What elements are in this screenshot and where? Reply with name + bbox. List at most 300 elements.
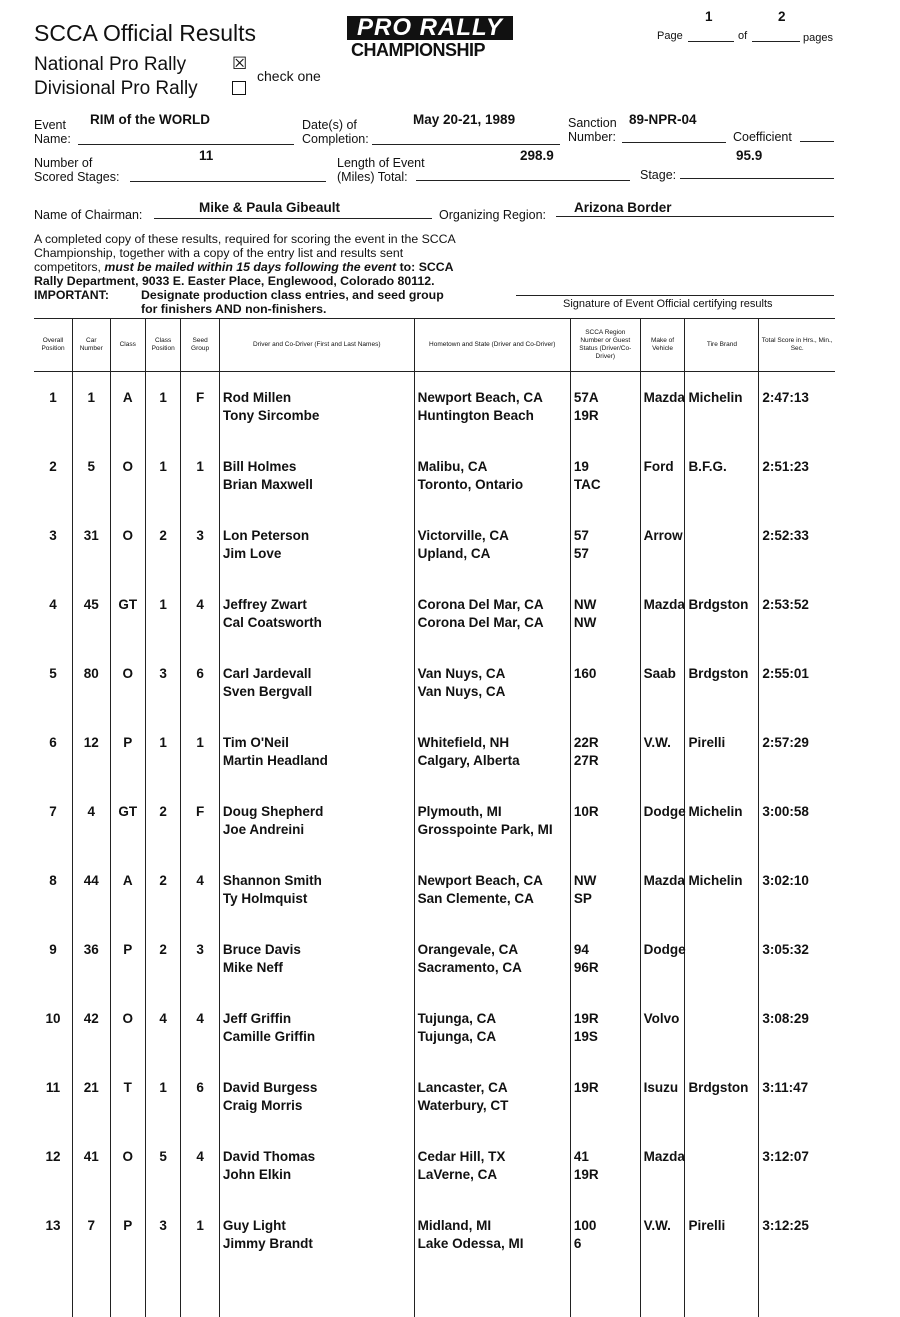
tire-brand xyxy=(685,510,759,579)
total-score xyxy=(759,1200,835,1269)
total-score-value: 3:02:10 xyxy=(762,873,809,888)
length-value: 298.9 xyxy=(520,148,554,163)
total-score-value: 3:08:29 xyxy=(762,1011,809,1026)
vehicle-make-value: Mazda xyxy=(643,873,685,888)
car-number-value: 45 xyxy=(83,597,99,612)
vehicle-make-value: Volvo xyxy=(643,1011,680,1026)
region-numbers-line: 41 xyxy=(573,1149,589,1164)
region-numbers xyxy=(570,786,640,855)
tire-brand xyxy=(685,717,759,786)
vehicle-make xyxy=(640,441,685,510)
car-number-value: 4 xyxy=(87,804,96,819)
driver-names-line: Joe Andreini xyxy=(222,822,305,837)
driver-names-line: Jim Love xyxy=(222,546,282,561)
overall-position xyxy=(34,924,73,993)
overall-position xyxy=(34,579,73,648)
col-overall-position: Overall Position xyxy=(34,319,73,372)
vehicle-make xyxy=(640,1131,685,1200)
organizing-region-value: Arizona Border xyxy=(574,200,672,215)
table-row xyxy=(34,924,835,993)
vehicle-make-value: V.W. xyxy=(643,735,671,750)
driver-names-line: Camille Griffin xyxy=(222,1029,316,1044)
vehicle-make-value: Isuzu xyxy=(643,1080,679,1095)
overall-position-value: 1 xyxy=(49,390,57,405)
hometowns-line: Toronto, Ontario xyxy=(417,477,524,492)
class-position-value: 3 xyxy=(159,666,167,681)
page-number: 1 xyxy=(705,9,713,24)
driver-names xyxy=(219,786,414,855)
blank-cell xyxy=(759,1269,835,1317)
page-label: Page xyxy=(657,30,683,42)
total-score xyxy=(759,441,835,510)
col-hometown: Hometown and State (Driver and Co-Driver) xyxy=(414,319,570,372)
region-numbers xyxy=(570,1200,640,1269)
car-number xyxy=(73,372,110,442)
vehicle-make xyxy=(640,993,685,1062)
notice-line-1: A completed copy of these results, required for scoring the event in the SCCA xyxy=(34,232,456,246)
coefficient-value: 95.9 xyxy=(736,148,763,163)
blank-cell xyxy=(640,1269,685,1317)
region-numbers-line: 19R xyxy=(573,1011,599,1026)
tire-brand-value: Brdgston xyxy=(688,597,749,612)
class-position xyxy=(145,441,180,510)
class-position xyxy=(145,1062,180,1131)
form-title: SCCA Official Results xyxy=(34,20,256,46)
region-numbers xyxy=(570,993,640,1062)
tire-brand xyxy=(685,372,759,442)
logo-pro-rally: PRO RALLY xyxy=(347,16,513,40)
hometowns-line: Midland, MI xyxy=(417,1218,492,1233)
region-numbers xyxy=(570,855,640,924)
driver-names xyxy=(219,648,414,717)
car-number-value: 7 xyxy=(87,1218,96,1233)
driver-names-line: John Elkin xyxy=(222,1167,292,1182)
hometowns xyxy=(414,717,570,786)
driver-names xyxy=(219,1062,414,1131)
coefficient-label: Coefficient xyxy=(733,130,792,144)
hometowns-line: Tujunga, CA xyxy=(417,1011,497,1026)
class-position-value: 2 xyxy=(159,804,167,819)
hometowns-line: Lake Odessa, MI xyxy=(417,1236,524,1251)
seed-group-value: 6 xyxy=(196,1080,204,1095)
scored-stages-label: Number of Scored Stages: xyxy=(34,156,120,184)
class xyxy=(110,924,145,993)
car-number-value: 44 xyxy=(83,873,99,888)
chairman-label: Name of Chairman: xyxy=(34,208,143,222)
driver-names-line: Ty Holmquist xyxy=(222,891,308,906)
overall-position-value: 3 xyxy=(49,528,57,543)
car-number xyxy=(73,924,110,993)
region-numbers-line: 19S xyxy=(573,1029,598,1044)
region-numbers-line: 160 xyxy=(573,666,597,681)
region-numbers-line: 19R xyxy=(573,1167,599,1182)
col-driver: Driver and Co-Driver (First and Last Names) xyxy=(219,319,414,372)
seed-group-value: 3 xyxy=(196,942,204,957)
hometowns-line: Orangevale, CA xyxy=(417,942,519,957)
overall-position xyxy=(34,993,73,1062)
table-row xyxy=(34,1200,835,1269)
tire-brand-value: Pirelli xyxy=(688,735,726,750)
tire-brand xyxy=(685,993,759,1062)
overall-position-value: 5 xyxy=(49,666,57,681)
table-row xyxy=(34,510,835,579)
class-value: O xyxy=(122,1011,133,1026)
seed-group-value: F xyxy=(195,804,205,819)
region-numbers-line: 19R xyxy=(573,408,599,423)
region-numbers-line: 96R xyxy=(573,960,599,975)
car-number-value: 31 xyxy=(83,528,99,543)
car-number-value: 5 xyxy=(87,459,96,474)
table-row xyxy=(34,1131,835,1200)
total-score xyxy=(759,786,835,855)
car-number xyxy=(73,441,110,510)
class xyxy=(110,717,145,786)
total-pages: 2 xyxy=(778,9,786,24)
class xyxy=(110,855,145,924)
of-label: of xyxy=(738,30,748,42)
region-numbers-line: 19R xyxy=(573,1080,599,1095)
organizing-region-label: Organizing Region: xyxy=(439,208,547,222)
blank-cell xyxy=(34,1269,73,1317)
hometowns xyxy=(414,441,570,510)
total-score-value: 3:12:25 xyxy=(762,1218,809,1233)
class-value: O xyxy=(122,666,133,681)
driver-names-line: Bruce Davis xyxy=(222,942,301,957)
class-value: P xyxy=(123,735,133,750)
scored-stages-value: 11 xyxy=(199,148,214,163)
region-numbers xyxy=(570,372,640,442)
class xyxy=(110,441,145,510)
overall-position xyxy=(34,1131,73,1200)
hometowns xyxy=(414,579,570,648)
dates-label: Date(s) of Completion: xyxy=(302,118,369,146)
national-checkbox[interactable]: ☒ xyxy=(232,54,248,73)
signature-label: Signature of Event Official certifying results xyxy=(563,298,773,310)
seed-group-value: 1 xyxy=(196,459,204,474)
hometowns-line: Calgary, Alberta xyxy=(417,753,520,768)
class xyxy=(110,372,145,442)
car-number-value: 36 xyxy=(83,942,99,957)
total-score xyxy=(759,1062,835,1131)
class-value: P xyxy=(123,1218,133,1233)
seed-group-value: 1 xyxy=(196,735,204,750)
seed-group xyxy=(181,441,220,510)
event-name-value: RIM of the WORLD xyxy=(90,112,210,127)
hometowns xyxy=(414,855,570,924)
class-position xyxy=(145,510,180,579)
hometowns-line: Lancaster, CA xyxy=(417,1080,508,1095)
blank-cell xyxy=(685,1269,759,1317)
pro-rally-logo xyxy=(347,16,529,66)
blank-cell xyxy=(219,1269,414,1317)
car-number-value: 80 xyxy=(83,666,99,681)
driver-names xyxy=(219,993,414,1062)
tire-brand-value: Michelin xyxy=(688,873,743,888)
overall-position xyxy=(34,786,73,855)
driver-names-line: Craig Morris xyxy=(222,1098,303,1113)
col-class: Class xyxy=(110,319,145,372)
class xyxy=(110,993,145,1062)
car-number xyxy=(73,1200,110,1269)
total-score-value: 3:11:47 xyxy=(762,1080,809,1095)
class xyxy=(110,579,145,648)
driver-names-line: Tim O'Neil xyxy=(222,735,289,750)
seed-group-value: 4 xyxy=(196,1149,204,1164)
total-score-value: 2:51:23 xyxy=(762,459,809,474)
vehicle-make xyxy=(640,1062,685,1131)
region-numbers xyxy=(570,510,640,579)
class-position xyxy=(145,372,180,442)
class xyxy=(110,1062,145,1131)
seed-group xyxy=(181,993,220,1062)
notice-line-2: Championship, together with a copy of the entry list and results sent xyxy=(34,246,404,260)
overall-position-value: 2 xyxy=(49,459,57,474)
hometowns-line: Sacramento, CA xyxy=(417,960,522,975)
hometowns-line: Cedar Hill, TX xyxy=(417,1149,506,1164)
region-numbers-line: NW xyxy=(573,615,597,630)
seed-group-value: 4 xyxy=(196,873,204,888)
class-position xyxy=(145,1131,180,1200)
driver-names-line: Brian Maxwell xyxy=(222,477,313,492)
tire-brand-value: Michelin xyxy=(688,804,743,819)
overall-position xyxy=(34,648,73,717)
class-position xyxy=(145,579,180,648)
col-make: Make of Vehicle xyxy=(640,319,685,372)
vehicle-make-value: V.W. xyxy=(643,1218,671,1233)
vehicle-make-value: Dodge xyxy=(643,942,686,957)
class-position xyxy=(145,717,180,786)
region-numbers-line: 27R xyxy=(573,753,599,768)
class-position xyxy=(145,993,180,1062)
overall-position-value: 6 xyxy=(49,735,57,750)
overall-position xyxy=(34,1062,73,1131)
hometowns-line: Victorville, CA xyxy=(417,528,509,543)
vehicle-make-value: Ford xyxy=(643,459,674,474)
vehicle-make-value: Mazda xyxy=(643,390,685,405)
seed-group xyxy=(181,717,220,786)
hometowns-line: Whitefield, NH xyxy=(417,735,510,750)
seed-group-value: 4 xyxy=(196,597,204,612)
driver-names xyxy=(219,510,414,579)
overall-position xyxy=(34,717,73,786)
stage-label: Stage: xyxy=(640,168,677,182)
car-number xyxy=(73,855,110,924)
blank-cell xyxy=(414,1269,570,1317)
hometowns-line: Corona Del Mar, CA xyxy=(417,597,544,612)
region-numbers xyxy=(570,1131,640,1200)
driver-names-line: Bill Holmes xyxy=(222,459,297,474)
col-region: SCCA Region Number or Guest Status (Driver/Co-Driver) xyxy=(570,319,640,372)
dates-value: May 20-21, 1989 xyxy=(413,112,516,127)
seed-group xyxy=(181,579,220,648)
seed-group-value: F xyxy=(195,390,205,405)
tire-brand-value: Pirelli xyxy=(688,1218,726,1233)
pages-label: pages xyxy=(803,32,833,44)
tire-brand xyxy=(685,648,759,717)
hometowns-line: Van Nuys, CA xyxy=(417,666,506,681)
driver-names-line: Jeffrey Zwart xyxy=(222,597,307,612)
class-position-value: 2 xyxy=(159,528,167,543)
driver-names-line: David Burgess xyxy=(222,1080,318,1095)
class-position-value: 2 xyxy=(159,942,167,957)
total-score xyxy=(759,717,835,786)
driver-names-line: Rod Millen xyxy=(222,390,292,405)
car-number-value: 42 xyxy=(83,1011,99,1026)
vehicle-make xyxy=(640,510,685,579)
region-numbers-line: NW xyxy=(573,597,597,612)
region-numbers xyxy=(570,1062,640,1131)
total-score xyxy=(759,924,835,993)
hometowns-line: Plymouth, MI xyxy=(417,804,502,819)
class xyxy=(110,786,145,855)
car-number xyxy=(73,717,110,786)
hometowns-line: San Clemente, CA xyxy=(417,891,534,906)
class xyxy=(110,510,145,579)
vehicle-make-value: Mazda xyxy=(643,597,685,612)
submission-notice xyxy=(34,232,484,316)
overall-position xyxy=(34,1200,73,1269)
hometowns xyxy=(414,648,570,717)
driver-names-line: Jimmy Brandt xyxy=(222,1236,313,1251)
overall-position-value: 8 xyxy=(49,873,57,888)
vehicle-make xyxy=(640,648,685,717)
class-position-value: 2 xyxy=(159,873,167,888)
notice-important-2: for finishers AND non-finishers. xyxy=(141,302,327,316)
driver-names-line: Mike Neff xyxy=(222,960,283,975)
driver-names-line: Lon Peterson xyxy=(222,528,310,543)
tire-brand-value: B.F.G. xyxy=(688,459,727,474)
region-numbers-line: 22R xyxy=(573,735,599,750)
class-position xyxy=(145,1200,180,1269)
overall-position xyxy=(34,372,73,442)
region-numbers-line: 57 xyxy=(573,546,589,561)
car-number-value: 41 xyxy=(83,1149,99,1164)
seed-group xyxy=(181,510,220,579)
total-score-value: 3:05:32 xyxy=(762,942,809,957)
car-number xyxy=(73,1131,110,1200)
length-label: Length of Event (Miles) Total: xyxy=(337,156,425,184)
table-row xyxy=(34,1062,835,1131)
hometowns-line: Tujunga, CA xyxy=(417,1029,497,1044)
total-score-value: 2:55:01 xyxy=(762,666,809,681)
car-number xyxy=(73,579,110,648)
class-value: A xyxy=(122,390,133,405)
table-row xyxy=(34,855,835,924)
seed-group xyxy=(181,372,220,442)
class-position xyxy=(145,924,180,993)
region-numbers-line: SP xyxy=(573,891,592,906)
class xyxy=(110,648,145,717)
table-row xyxy=(34,648,835,717)
hometowns-line: Newport Beach, CA xyxy=(417,390,543,405)
table-row xyxy=(34,441,835,510)
seed-group xyxy=(181,786,220,855)
col-class-position: Class Position xyxy=(145,319,180,372)
table-row xyxy=(34,579,835,648)
hometowns xyxy=(414,1062,570,1131)
region-numbers-line xyxy=(574,1097,637,1115)
hometowns xyxy=(414,786,570,855)
tire-brand xyxy=(685,1131,759,1200)
class-value: O xyxy=(122,459,133,474)
seed-group xyxy=(181,924,220,993)
overall-position-value: 10 xyxy=(45,1011,61,1026)
tire-brand-value: Brdgston xyxy=(688,1080,749,1095)
vehicle-make-value: Arrow xyxy=(643,528,683,543)
driver-names-line: Jeff Griffin xyxy=(222,1011,292,1026)
chairman-value: Mike & Paula Gibeault xyxy=(199,200,341,215)
vehicle-make xyxy=(640,855,685,924)
overall-position-value: 13 xyxy=(45,1218,61,1233)
driver-names xyxy=(219,441,414,510)
class-value: GT xyxy=(118,804,138,819)
overall-position-value: 12 xyxy=(45,1149,61,1164)
region-numbers-line: 57A xyxy=(573,390,599,405)
tire-brand xyxy=(685,1062,759,1131)
hometowns xyxy=(414,1200,570,1269)
vehicle-make xyxy=(640,786,685,855)
tire-brand-value: Michelin xyxy=(688,390,743,405)
overall-position-value: 7 xyxy=(49,804,57,819)
table-row xyxy=(34,717,835,786)
sanction-value: 89-NPR-04 xyxy=(629,112,697,127)
total-score-value: 3:12:07 xyxy=(762,1149,809,1164)
vehicle-make-value: Saab xyxy=(643,666,676,681)
car-number xyxy=(73,510,110,579)
national-pro-rally-label: National Pro Rally xyxy=(34,54,187,75)
car-number xyxy=(73,648,110,717)
tire-brand-value: Brdgston xyxy=(688,666,749,681)
notice-important: IMPORTANT: Designate production class entries, and seed group xyxy=(34,288,444,302)
event-name-label: Event Name: xyxy=(34,118,71,146)
region-numbers xyxy=(570,579,640,648)
sanction-label: Sanction Number: xyxy=(568,116,617,144)
hometowns xyxy=(414,924,570,993)
driver-names xyxy=(219,579,414,648)
hometowns-line: Newport Beach, CA xyxy=(417,873,543,888)
seed-group-value: 6 xyxy=(196,666,204,681)
check-one-label: check one xyxy=(257,68,321,84)
vehicle-make xyxy=(640,579,685,648)
driver-names xyxy=(219,717,414,786)
results-table xyxy=(34,318,835,1317)
overall-position-value: 11 xyxy=(45,1080,61,1095)
total-score xyxy=(759,1131,835,1200)
region-numbers-line: 19 xyxy=(573,459,589,474)
total-score-value: 2:47:13 xyxy=(762,390,809,405)
overall-position xyxy=(34,510,73,579)
seed-group-value: 4 xyxy=(196,1011,204,1026)
car-number xyxy=(73,993,110,1062)
hometowns-line: Waterbury, CT xyxy=(417,1098,509,1113)
class xyxy=(110,1200,145,1269)
overall-position-value: 9 xyxy=(49,942,57,957)
driver-names-line: Tony Sircombe xyxy=(222,408,320,423)
class-position xyxy=(145,648,180,717)
seed-group xyxy=(181,1200,220,1269)
seed-group xyxy=(181,1131,220,1200)
table-blank-row xyxy=(34,1269,835,1317)
car-number xyxy=(73,786,110,855)
class-value: O xyxy=(122,528,133,543)
divisional-checkbox[interactable] xyxy=(232,79,246,97)
class-value: O xyxy=(122,1149,133,1164)
hometowns xyxy=(414,372,570,442)
total-score xyxy=(759,648,835,717)
region-numbers-line: 100 xyxy=(573,1218,597,1233)
car-number-value: 1 xyxy=(87,390,96,405)
class-position-value: 1 xyxy=(159,597,167,612)
